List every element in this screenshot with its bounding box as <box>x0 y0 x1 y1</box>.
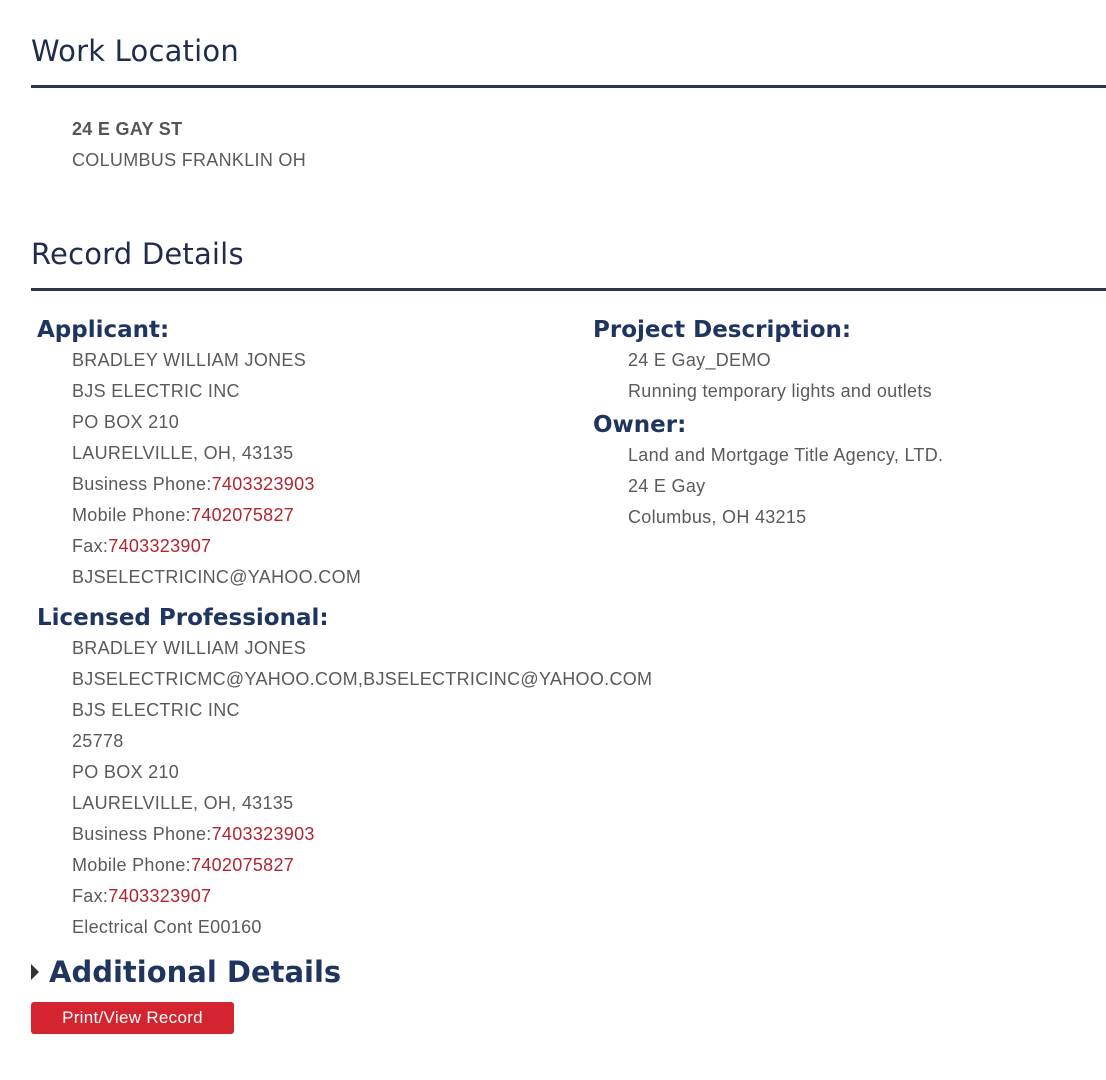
owner-section <box>593 410 943 533</box>
additional-details-toggle[interactable] <box>31 952 341 992</box>
licensed-professional-label: Licensed Professional: <box>37 605 329 631</box>
fax-label: Fax: <box>72 886 109 906</box>
owner-details <box>593 440 943 533</box>
business-phone-label: Business Phone: <box>72 474 212 494</box>
lp-emails: BJSELECTRICMC@YAHOO.COM,BJSELECTRICINC@YAHOO.COM <box>72 669 653 689</box>
applicant-email: BJSELECTRICINC@YAHOO.COM <box>72 567 362 587</box>
project-description-line2: Running temporary lights and outlets <box>628 381 932 401</box>
owner-name: Land and Mortgage Title Agency, LTD. <box>628 445 944 465</box>
work-location-divider <box>31 85 1106 88</box>
work-location-title: Work Location <box>31 34 239 68</box>
licensed-professional-section <box>37 603 652 943</box>
lp-company: BJS ELECTRIC INC <box>72 700 240 720</box>
project-description-label: Project Description: <box>593 317 852 343</box>
lp-business-phone-row <box>72 819 652 850</box>
licensed-professional-details <box>37 633 652 943</box>
applicant-mobile-phone-row <box>72 500 361 531</box>
lp-address1: PO BOX 210 <box>72 762 180 782</box>
record-details-title: Record Details <box>31 237 244 271</box>
applicant-mobile-phone-link[interactable]: 7402075827 <box>190 505 295 525</box>
applicant-company: BJS ELECTRIC INC <box>72 381 240 401</box>
applicant-address2: LAURELVILLE, OH, 43135 <box>72 443 294 463</box>
applicant-business-phone-row <box>72 469 361 500</box>
project-description-details <box>593 345 932 407</box>
lp-business-phone-link[interactable]: 7403323903 <box>211 824 315 844</box>
lp-mobile-phone-link[interactable]: 7402075827 <box>190 855 295 875</box>
work-address-line1: 24 E GAY ST <box>72 119 183 139</box>
work-location-address <box>72 114 306 176</box>
project-description-section <box>593 315 932 407</box>
mobile-phone-label: Mobile Phone: <box>72 855 191 875</box>
lp-number: 25778 <box>72 731 124 751</box>
applicant-details <box>37 345 361 593</box>
lp-fax-row <box>72 881 652 912</box>
owner-address1: 24 E Gay <box>628 476 706 496</box>
record-details-divider <box>31 288 1106 291</box>
caret-right-icon <box>31 964 39 980</box>
project-description-line1: 24 E Gay_DEMO <box>628 350 771 370</box>
lp-name: BRADLEY WILLIAM JONES <box>72 638 307 658</box>
applicant-address1: PO BOX 210 <box>72 412 180 432</box>
applicant-business-phone-link[interactable]: 7403323903 <box>211 474 315 494</box>
fax-label: Fax: <box>72 536 109 556</box>
lp-fax-link[interactable]: 7403323907 <box>108 886 212 906</box>
lp-mobile-phone-row <box>72 850 652 881</box>
applicant-fax-link[interactable]: 7403323907 <box>108 536 212 556</box>
applicant-fax-row <box>72 531 361 562</box>
work-address-line2: COLUMBUS FRANKLIN OH <box>72 150 307 170</box>
applicant-section <box>37 315 361 593</box>
applicant-label: Applicant: <box>37 317 170 343</box>
additional-details-label: Additional Details <box>49 955 342 989</box>
owner-label: Owner: <box>593 412 687 438</box>
lp-address2: LAURELVILLE, OH, 43135 <box>72 793 294 813</box>
business-phone-label: Business Phone: <box>72 824 212 844</box>
print-view-record-button[interactable]: Print/View Record <box>31 1002 234 1034</box>
owner-address2: Columbus, OH 43215 <box>628 507 807 527</box>
applicant-name: BRADLEY WILLIAM JONES <box>72 350 307 370</box>
lp-license: Electrical Cont E00160 <box>72 917 262 937</box>
mobile-phone-label: Mobile Phone: <box>72 505 191 525</box>
